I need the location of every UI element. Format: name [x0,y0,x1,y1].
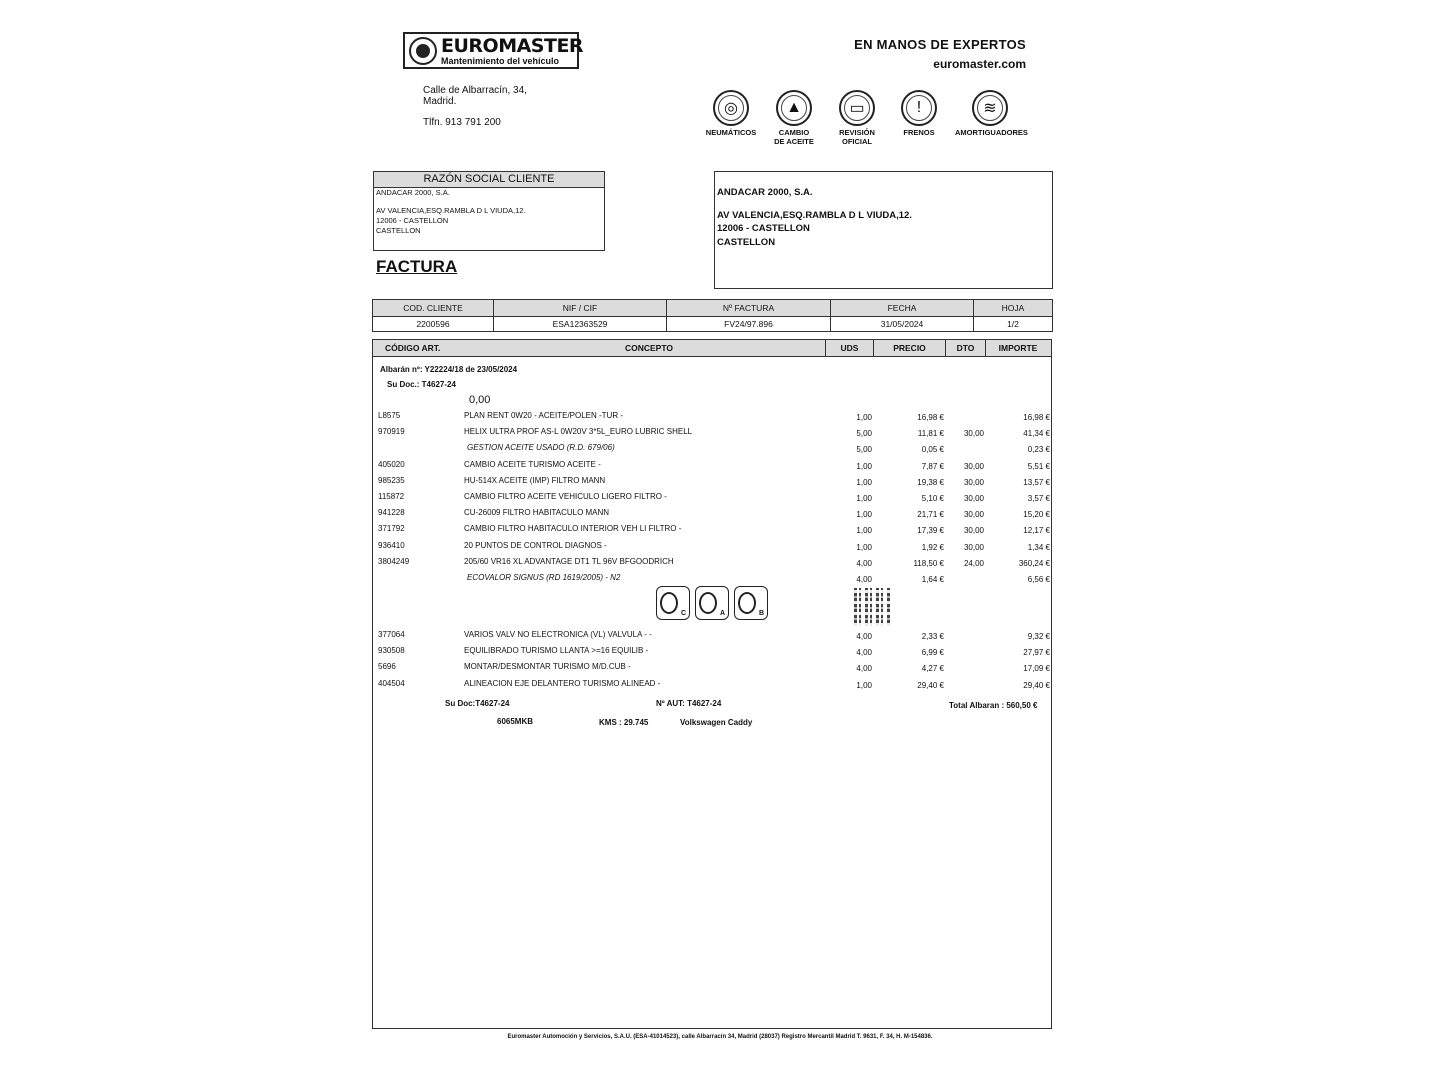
service-label: FRENOS [903,128,935,137]
shock-absorber-icon: ≋ [972,90,1008,126]
line-code: 405020 [378,459,405,469]
line-price: 11,81 € [917,429,944,439]
line-discount: 30,00 [963,542,984,552]
line-code: 404504 [378,678,405,688]
client-province: CASTELLON [376,226,421,235]
line-description: 205/60 VR16 XL ADVANTAGE DT1 TL 96V BFGOODRICH [464,556,674,566]
col-header-price: PRECIO [873,340,945,356]
line-amount: 29,40 € [1023,680,1050,690]
line-price: 4,27 € [921,664,944,674]
line-units: 5,00 [856,429,872,439]
line-description: HELIX ULTRA PROF AS-L 0W20V 3*5L_EURO LUBRIC SHELL [464,427,693,437]
brakes-icon: ! [901,90,937,126]
line-price: 21,71 € [917,510,944,520]
line-units: 4,00 [856,632,872,641]
client-city: 12006 - CASTELLON [376,216,449,225]
line-units: 4,00 [856,648,872,658]
invoice-meta-table [372,299,1053,332]
line-units: 4,00 [856,558,872,568]
sheet-number: 1/2 [974,317,1053,332]
line-code: 970919 [378,427,405,437]
line-code: 5696 [378,662,396,672]
line-price: 6,99 € [921,648,944,658]
logo-tagline: Mantenimiento del vehículo [441,56,560,66]
lines-header [373,340,1051,357]
service-label: REVISIÓN OFICIAL [839,128,875,146]
line-units: 4,00 [856,664,872,674]
line-code: 936410 [378,540,405,550]
client-name: ANDACAR 2000, S.A. [376,188,450,197]
legal-footer: Euromaster Automoción y Servicios, S.A.U. (ESA-41014523), calle Albarracín 34, Madrid (28037) Registro Mercantil Madrid T. 9631, F. 34, H. M-154836. [507,1034,933,1040]
line-units: 1,00 [856,542,872,552]
line-price: 2,33 € [921,632,944,641]
line-description: ECOVALOR SIGNUS (RD 1619/2005) - N2 [467,573,621,582]
service-label: AMORTIGUADORES [955,128,1028,137]
line-amount: 15,20 € [1023,510,1050,520]
line-units: 1,00 [856,413,872,422]
address-name: ANDACAR 2000, S.A. [717,187,813,198]
line-amount: 16,98 € [1023,413,1050,422]
line-description: 20 PUNTOS DE CONTROL DIAGNOS - [464,540,607,550]
line-price: 1,64 € [921,575,944,584]
address-province: CASTELLON [717,236,776,248]
line-units: 4,00 [856,575,872,584]
line-amount: 17,09 € [1023,664,1050,674]
line-code: L8575 [378,411,401,420]
line-price: 29,40 € [917,680,944,690]
service-shock-absorbers [955,90,1028,137]
car-inspection-icon: ▭ [839,90,875,126]
line-amount: 13,57 € [1023,477,1050,487]
albaran-number: Albarán nº: Y22224/18 de 23/05/2024 [380,365,518,374]
line-description: MONTAR/DESMONTAR TURISMO M/D.CUB - [464,662,631,672]
line-price: 16,98 € [917,413,944,422]
meta-header: Nº FACTURA [667,300,831,317]
line-discount: 30,00 [963,494,984,503]
line-description: VARIOS VALV NO ELECTRONICA (VL) VALVULA - - [464,630,652,639]
line-description: EQUILIBRADO TURISMO LLANTA >=16 EQUILIB - [464,646,649,656]
line-price: 19,38 € [917,477,944,487]
line-description: CAMBIO ACEITE TURISMO ACEITE - [464,459,601,469]
line-units: 1,00 [856,461,872,471]
line-amount: 5,51 € [1027,461,1050,471]
service-label: NEUMÁTICOS [705,128,757,137]
line-discount: 30,00 [963,526,984,536]
line-price: 1,92 € [921,542,944,552]
line-discount: 24,00 [963,558,984,568]
client-box-header: RAZÓN SOCIAL CLIENTE [374,172,604,188]
wet-grip-icon [695,586,729,620]
line-code: 985235 [378,475,405,485]
line-units: 1,00 [856,680,872,690]
service-label: CAMBIO DE ACEITE [774,128,814,146]
line-units: 1,00 [856,494,872,503]
meta-header: NIF / CIF [494,300,667,317]
col-header-amount: IMPORTE [985,340,1050,356]
col-header-concept: CONCEPTO [624,343,674,353]
line-amount: 27,97 € [1023,648,1050,658]
company-address [423,85,527,107]
summary-authorization: Nº AUT: T4627-24 [656,699,722,708]
service-tyres [696,90,766,137]
line-amount: 6,56 € [1027,575,1050,584]
line-code: 941228 [378,508,405,518]
euromaster-logo [403,32,584,69]
invoice-date: 31/05/2024 [831,317,974,332]
qr-code-icon [854,588,892,626]
line-amount: 12,17 € [1023,526,1050,536]
vehicle-kms: KMS : 29.745 [599,718,649,727]
line-description: GESTION ACEITE USADO (R.D. 679/06) [467,443,615,453]
line-code: 377064 [378,630,405,639]
line-code: 3804249 [378,556,410,566]
line-description: CAMBIO FILTRO ACEITE VEHICULO LIGERO FILTRO - [464,492,667,501]
meta-header: HOJA [974,300,1053,317]
vehicle-model: Volkswagen Caddy [680,718,753,727]
meta-header: COD. CLIENTE [373,300,494,317]
line-amount: 360,24 € [1018,558,1050,568]
logo-emblem-icon [409,37,437,65]
line-description: HU-514X ACEITE (IMP) FILTRO MANN [464,475,606,485]
slogan: EN MANOS DE EXPERTOS [854,37,1026,52]
company-address-line1: Calle de Albarracín, 34, [423,85,527,96]
logo-title: EUROMASTER [441,35,584,57]
document-title: FACTURA [376,257,458,276]
tyre-grade: B [758,610,764,617]
col-header-dto: DTO [945,340,985,356]
line-units: 1,00 [856,510,872,520]
fuel-efficiency-icon [656,586,690,620]
tyre-grade: C [680,610,686,617]
line-units: 1,00 [856,477,872,487]
col-header-uds: UDS [825,340,873,356]
vehicle-plate: 6065MKB [497,717,534,726]
client-code: 2200596 [373,317,494,332]
invoice-number: FV24/97.896 [667,317,831,332]
line-price: 7,87 € [921,461,944,471]
service-brakes [884,90,954,137]
service-oil-change [759,90,829,146]
tyre-icon: ◎ [713,90,749,126]
line-description: CAMBIO FILTRO HABITACULO INTERIOR VEH LI FILTRO - [464,524,682,534]
line-amount: 9,32 € [1027,632,1050,641]
service-inspection [822,90,892,146]
albaran-su-doc: Su Doc.: T4627-24 [387,380,456,389]
summary-su-doc: Su Doc:T4627-24 [445,699,510,708]
col-header-code: CÓDIGO ART. [385,343,441,353]
address-city: 12006 - CASTELLON [717,223,810,234]
line-units: 1,00 [856,526,872,536]
total-albaran: Total Albaran : 560,50 € [949,701,1038,710]
line-price: 118,50 € [913,558,944,568]
oil-change-icon: ▲ [776,90,812,126]
noise-level-icon [734,586,768,620]
line-code: 371792 [378,524,405,534]
line-amount: 41,34 € [1023,429,1050,439]
website-link[interactable]: euromaster.com [933,57,1026,71]
line-description: ALINEACION EJE DELANTERO TURISMO ALINEAD - [464,678,661,688]
line-price: 5,10 € [921,494,944,503]
line-price: 0,05 € [921,445,944,455]
line-amount: 1,34 € [1027,542,1050,552]
line-amount: 0,23 € [1027,445,1050,455]
line-discount: 30,00 [963,429,984,439]
shipping-address-box [714,171,1053,289]
client-address: AV VALENCIA,ESQ.RAMBLA D L VIUDA,12. [376,206,526,215]
company-phone: Tlfn. 913 791 200 [423,117,501,128]
nif-cif: ESA12363529 [494,317,667,332]
albaran-zero-value: 0,00 [469,394,491,406]
company-address-line2: Madrid. [423,96,457,107]
line-units: 5,00 [856,445,872,455]
line-price: 17,39 € [917,526,944,536]
line-code: 115872 [378,492,405,501]
line-discount: 30,00 [963,461,984,471]
line-description: PLAN RENT 0W20 - ACEITE/POLEN -TUR - [464,411,623,420]
line-description: CU-26009 FILTRO HABITACULO MANN [464,508,610,518]
address-street: AV VALENCIA,ESQ.RAMBLA D L VIUDA,12. [717,209,912,221]
client-box [373,171,605,251]
line-discount: 30,00 [963,510,984,520]
tyre-grade: A [719,610,725,617]
line-code: 930508 [378,646,405,656]
line-amount: 3,57 € [1027,494,1050,503]
meta-header: FECHA [831,300,974,317]
line-discount: 30,00 [963,477,984,487]
